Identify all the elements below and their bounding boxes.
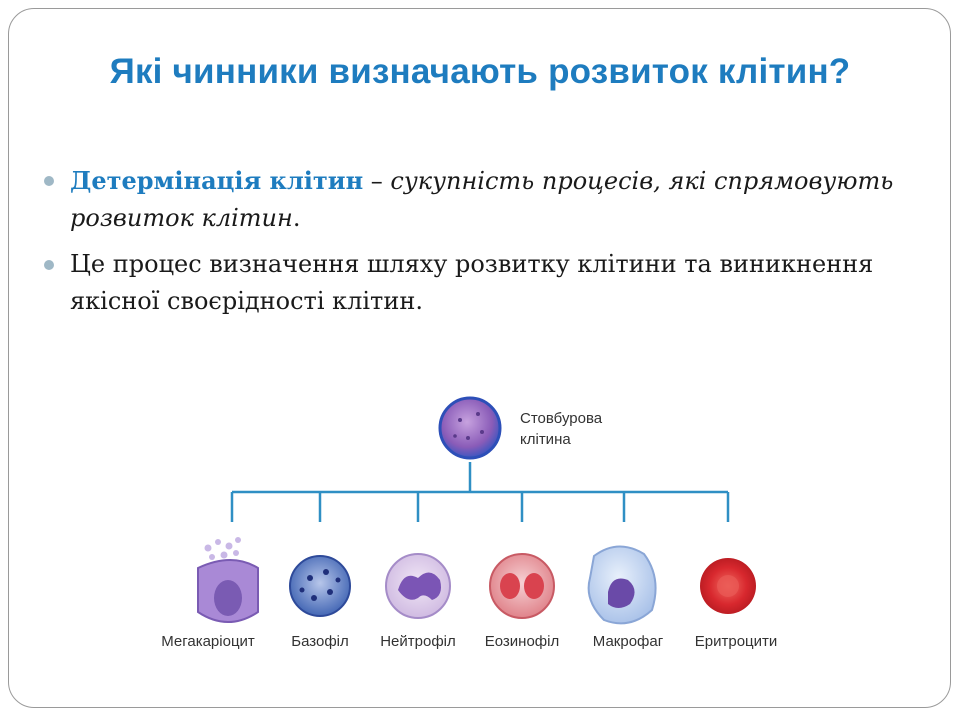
- term-text: Детермінація клітин: [70, 166, 364, 195]
- macrophage-label: Макрофаг: [592, 633, 664, 650]
- megakaryocyte-icon: [198, 537, 258, 622]
- megakaryocyte-label: Мегакаріоцит: [161, 633, 255, 650]
- stem-cell-icon: [440, 398, 500, 458]
- dash-text: –: [363, 167, 391, 195]
- slide-title: Які чинники визначають розвиток клітин?: [109, 52, 851, 91]
- erythrocyte-icon: [700, 558, 756, 614]
- basophil-label: Базофіл: [291, 633, 349, 650]
- connector-lines: [232, 462, 728, 522]
- macrophage-icon: [589, 546, 656, 623]
- neutrophil-label: Нейтрофіл: [380, 633, 456, 650]
- erythrocyte-label: Еритроцити: [694, 633, 778, 650]
- stem-cell-label-line2: клітина: [520, 431, 571, 448]
- eosinophil-icon: [490, 554, 554, 618]
- process-text: Це процес визначення шляху розвитку клітини та виникнення якісної своєрідності клітин.: [70, 250, 874, 315]
- stem-cell-label-line1: Стовбурова: [520, 410, 603, 427]
- period-text: .: [292, 204, 301, 232]
- eosinophil-label: Еозинофіл: [484, 633, 560, 650]
- neutrophil-icon: [386, 554, 450, 618]
- basophil-icon: [290, 556, 350, 616]
- definition-text: сукупність процесів, які спрямовують розвиток клітин: [70, 167, 894, 232]
